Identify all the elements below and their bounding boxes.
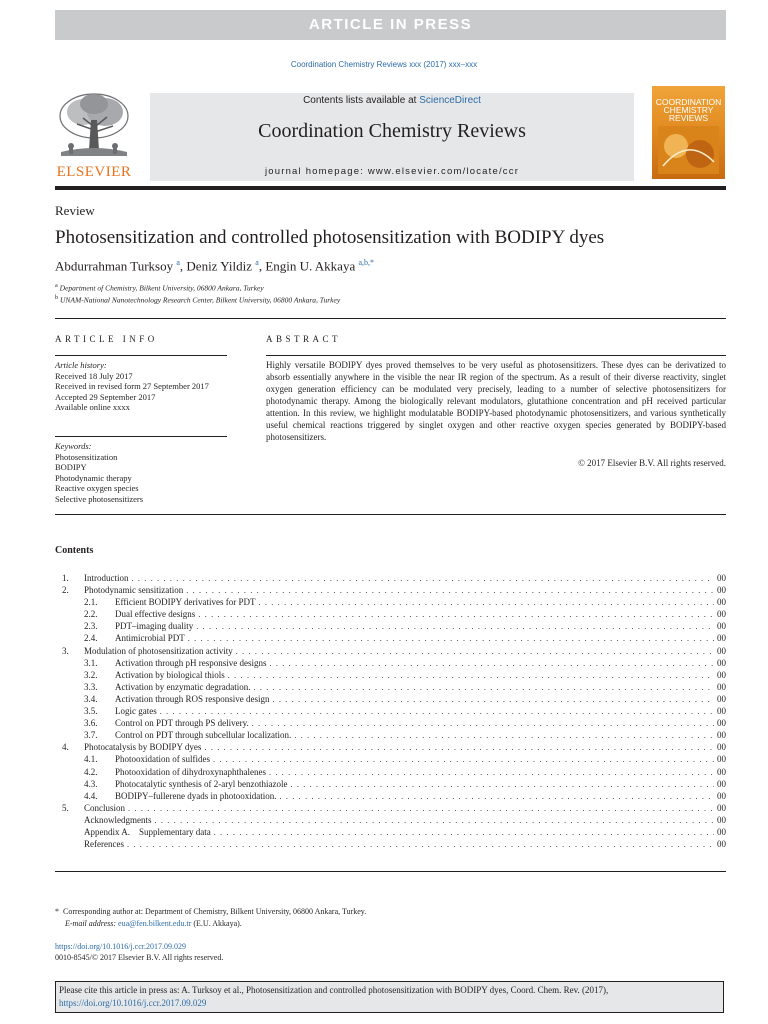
abstract-text: Highly versatile BODIPY dyes proved themselves to be very useful as photosensitizers. These dyes can be derivatized to absorb essentially anywhere in the visible the near IR region of the spectrum. As a result of their diverse reactivity, singlet oxygen generation efficiency can be modulated very precisely, leading to a number of selective photosensitizers for photodynamic therapy. Among the biologically relevant modulators, glutathione concentration and pH received particular attention. In this review, we highlight modulatable BODIPY-based photodynamic photosensitizers, and various synthetically useful chemical reactions triggered by singlet oxygen and other reactive oxygen species generated by BODIPY-based photosensitizers. (266, 360, 726, 442)
header-rule (55, 186, 726, 190)
cover-title: COORDINATION CHEMISTRY REVIEWS (655, 97, 722, 123)
toc-entry[interactable] (62, 693, 726, 705)
toc-entry-label[interactable]: Antimicrobial PDT (115, 633, 185, 644)
toc-entry-page[interactable]: 00 (717, 693, 726, 704)
affiliation-text: Department of Chemistry, Bilkent University, 06800 Ankara, Turkey (59, 283, 264, 293)
toc-dot-leader (228, 670, 714, 682)
doi-link[interactable]: https://doi.org/10.1016/j.ccr.2017.09.029 (55, 942, 186, 951)
toc-entry-number: 4.4. (84, 790, 98, 801)
toc-entry-label[interactable]: Acknowledgments (84, 814, 152, 825)
toc-entry-label[interactable]: Introduction (84, 573, 129, 583)
toc-entry-label[interactable]: Photooxidation of dihydroxynaphthalenes (115, 766, 266, 777)
toc-dot-leader (269, 767, 714, 779)
toc-entry[interactable] (62, 657, 726, 669)
toc-entry-label[interactable]: Modulation of photosensitization activity (84, 645, 233, 656)
toc-entry-number: 4.2. (84, 766, 98, 777)
toc-dot-leader (155, 815, 715, 827)
keyword: Reactive oxygen species (55, 483, 139, 493)
toc-entry-number: 3.4. (84, 693, 98, 704)
toc-dot-leader (204, 742, 714, 754)
divider (55, 871, 726, 872)
toc-entry-number: 2.3. (84, 621, 98, 632)
toc-entry[interactable] (62, 790, 726, 802)
toc-entry-number: 5. (62, 802, 69, 813)
toc-entry-page[interactable]: 00 (717, 754, 726, 765)
toc-dot-leader (279, 791, 714, 803)
toc-entry-number: 3. (62, 645, 69, 656)
elsevier-wordmark: ELSEVIER (56, 164, 132, 180)
toc-dot-leader (294, 730, 714, 742)
toc-dot-leader (128, 803, 714, 815)
keyword: BODIPY (55, 462, 87, 472)
toc-entry[interactable] (62, 645, 726, 657)
journal-cover-thumbnail[interactable] (652, 86, 725, 179)
table-of-contents (62, 572, 726, 850)
toc-entry-label[interactable]: Photooxidation of sulfides (115, 754, 210, 765)
toc-entry-page[interactable]: 00 (717, 814, 726, 825)
toc-dot-leader (253, 682, 714, 694)
keyword: Photodynamic therapy (55, 472, 132, 483)
keyword: Selective photosensitizers (55, 493, 144, 504)
toc-entry[interactable] (62, 572, 726, 584)
email-label: E-mail address: (65, 919, 117, 928)
history-item: Available online xxxx (55, 402, 130, 412)
cover-art-icon (658, 126, 719, 174)
toc-entry-label[interactable]: Activation by biological thiols (115, 669, 225, 680)
toc-entry[interactable] (62, 669, 726, 681)
toc-entry-page[interactable]: 00 (717, 645, 726, 656)
toc-dot-leader (186, 585, 714, 597)
history-item: Accepted 29 September 2017 (55, 391, 156, 402)
toc-entry[interactable] (62, 608, 726, 620)
journal-homepage[interactable]: journal homepage: www.elsevier.com/locate/ccr (264, 166, 520, 177)
article-title: Photosensitization and controlled photosensitization with BODIPY dyes (55, 227, 605, 248)
toc-entry-page[interactable]: 00 (717, 718, 726, 729)
toc-entry-label[interactable]: Photodynamic sensitization (84, 585, 184, 596)
contents-heading: Contents (55, 545, 94, 556)
author-name[interactable]: Abdurrahman Turksoy (55, 258, 174, 274)
toc-entry-number: 2.4. (84, 633, 98, 644)
toc-entry[interactable] (62, 753, 726, 765)
divider (55, 436, 227, 437)
toc-dot-leader (198, 609, 714, 621)
toc-dot-leader (196, 621, 714, 633)
abstract-copyright: © 2017 Elsevier B.V. All rights reserved. (578, 458, 726, 468)
citation-doi-link[interactable]: https://doi.org/10.1016/j.ccr.2017.09.029 (59, 998, 207, 1008)
toc-entry-label[interactable]: Control on PDT through PS delivery. (115, 718, 249, 729)
toc-entry[interactable] (62, 705, 726, 717)
history-item: Received in revised form 27 September 2017 (55, 381, 209, 391)
author-list: Abdurrahman Turksoy $^a$, Deniz Yildiz $^a$, Engin U. Akkaya $^{a,b,*}$ (55, 258, 375, 274)
toc-entry-page[interactable]: 00 (717, 839, 726, 850)
history-item: Received 18 July 2017 (55, 370, 133, 381)
toc-entry[interactable] (62, 681, 726, 693)
toc-entry[interactable] (62, 596, 726, 608)
toc-entry[interactable] (62, 826, 726, 838)
keywords (55, 441, 227, 504)
journal-reference-link[interactable]: Coordination Chemistry Reviews xxx (2017) xxx–xxx (290, 60, 478, 69)
toc-entry-label[interactable]: Efficient BODIPY derivatives for PDT (115, 597, 256, 608)
toc-entry-label[interactable]: Photocatalytic synthesis of 2-aryl benzothiazole (115, 778, 288, 789)
toc-entry-page[interactable]: 00 (717, 706, 726, 717)
toc-entry-label[interactable]: Activation through ROS responsive design (115, 693, 270, 704)
author-affiliation-mark[interactable]: a (176, 258, 180, 267)
toc-dot-leader (273, 694, 715, 706)
affiliation (55, 294, 340, 305)
toc-entry-label[interactable]: Activation through pH responsive designs (115, 657, 267, 668)
article-type: Review (55, 203, 95, 218)
toc-dot-leader (127, 839, 714, 851)
keywords-label: Keywords: (55, 441, 92, 451)
toc-dot-leader (188, 633, 714, 645)
author-name[interactable]: Engin U. Akkaya (265, 258, 356, 274)
toc-dot-leader (214, 827, 714, 839)
toc-dot-leader (132, 573, 715, 585)
toc-entry-number: 4.3. (84, 778, 98, 789)
affiliation-text: UNAM-National Nanotechnology Research Center, Bilkent University, 06800 Ankara, Turkey (60, 295, 341, 305)
toc-entry-label[interactable]: Dual effective designs (115, 609, 196, 620)
author-affiliation-mark[interactable]: a (255, 258, 259, 267)
toc-entry[interactable] (62, 778, 726, 790)
toc-entry[interactable] (62, 632, 726, 644)
toc-entry-number: 3.1. (84, 657, 98, 668)
toc-entry-label[interactable]: Photocatalysis by BODIPY dyes (84, 742, 202, 753)
toc-entry-page[interactable]: 00 (717, 585, 726, 596)
toc-entry-number: 3.7. (84, 730, 98, 741)
citation-box (55, 981, 724, 1013)
toc-entry-page[interactable]: 00 (717, 669, 726, 680)
toc-entry-page[interactable]: 00 (717, 573, 726, 583)
citation-text: Please cite this article in press as: A. Turksoy et al., Photosensitization and controlled photosensitization with BODIPY dyes, Coord. Chem. Rev. (2017), (59, 985, 609, 995)
article-history (55, 360, 227, 413)
divider (55, 355, 227, 356)
corresponding-author-footnote (55, 906, 726, 917)
toc-entry[interactable] (62, 620, 726, 632)
footnote-mark: * (55, 907, 59, 916)
toc-dot-leader (258, 597, 714, 609)
email-suffix: (E.U. Akkaya). (193, 919, 242, 928)
toc-entry-page[interactable]: 00 (717, 621, 726, 632)
affiliation (55, 282, 264, 293)
contents-available-line (150, 95, 634, 106)
email-footnote (65, 918, 242, 929)
corresponding-author-text: Corresponding author at: Department of Chemistry, Bilkent University, 06800 Ankara, Turkey. (63, 907, 367, 916)
toc-entry-number: 1. (62, 573, 69, 583)
history-label: Article history: (55, 360, 107, 370)
toc-entry-label[interactable]: Control on PDT through subcellular localization. (115, 730, 292, 741)
toc-entry-page[interactable]: 00 (717, 657, 726, 668)
keyword: Photosensitization (55, 451, 118, 462)
toc-entry-label[interactable]: BODIPY–fullerene dyads in photooxidation. (115, 790, 277, 801)
divider (55, 318, 726, 319)
elsevier-tree-logo-icon (55, 90, 133, 162)
issn-copyright: 0010-8545/© 2017 Elsevier B.V. All rights reserved. (55, 953, 224, 962)
toc-entry-label[interactable]: PDT–imaging duality (115, 621, 194, 632)
toc-entry[interactable] (62, 838, 726, 850)
article-in-press-banner: ARTICLE IN PRESS (55, 10, 726, 40)
toc-entry-label[interactable]: Activation by enzymatic degradation. (115, 681, 251, 692)
toc-dot-leader (290, 779, 714, 791)
toc-entry-number: 3.2. (84, 669, 98, 680)
toc-dot-leader (269, 658, 714, 670)
toc-entry-page[interactable]: 00 (717, 609, 726, 620)
toc-entry-page[interactable]: 00 (717, 633, 726, 644)
toc-entry-page[interactable]: 00 (717, 742, 726, 753)
toc-entry[interactable] (62, 814, 726, 826)
toc-entry[interactable] (62, 741, 726, 753)
toc-entry-number: 3.5. (84, 706, 98, 717)
toc-entry[interactable] (62, 729, 726, 741)
toc-entry-page[interactable]: 00 (717, 826, 726, 837)
contents-prefix: Contents lists available at (303, 95, 420, 106)
toc-entry-page[interactable]: 00 (717, 766, 726, 777)
author-name[interactable]: Deniz Yildiz (186, 258, 252, 274)
toc-entry[interactable] (62, 584, 726, 596)
toc-entry-number: 2.1. (84, 597, 98, 608)
toc-entry-label[interactable]: Logic gates (115, 706, 157, 717)
toc-entry-label[interactable]: References (84, 839, 124, 850)
article-info-heading: ARTICLE INFO (55, 334, 158, 344)
toc-entry[interactable] (62, 766, 726, 778)
divider (266, 355, 726, 356)
toc-entry-label[interactable]: Conclusion (84, 802, 126, 813)
sciencedirect-link[interactable]: ScienceDirect (419, 95, 481, 106)
toc-entry-number: 3.3. (84, 681, 98, 692)
toc-dot-leader (252, 718, 714, 730)
author-affiliation-mark[interactable]: a,b,* (358, 258, 375, 267)
toc-entry-label[interactable]: Appendix A. Supplementary data (84, 826, 211, 837)
journal-title: Coordination Chemistry Reviews (258, 120, 526, 142)
toc-entry-number: 3.6. (84, 718, 98, 729)
affiliation-mark: b (55, 294, 59, 301)
toc-entry[interactable] (62, 802, 726, 814)
toc-entry-page[interactable]: 00 (717, 778, 726, 789)
toc-entry-page[interactable]: 00 (717, 681, 726, 692)
toc-entry[interactable] (62, 717, 726, 729)
toc-entry-page[interactable]: 00 (717, 597, 726, 608)
toc-dot-leader (213, 754, 714, 766)
toc-entry-number: 4. (62, 742, 69, 753)
toc-entry-number: 2. (62, 585, 69, 596)
toc-entry-page[interactable]: 00 (717, 730, 726, 741)
abstract-heading: ABSTRACT (266, 334, 342, 344)
toc-entry-page[interactable]: 00 (717, 790, 726, 801)
divider (55, 514, 726, 515)
toc-dot-leader (236, 646, 714, 658)
toc-entry-page[interactable]: 00 (717, 802, 726, 813)
toc-entry-number: 2.2. (84, 609, 98, 620)
toc-entry-number: 4.1. (84, 754, 98, 765)
email-link[interactable]: eua@fen.bilkent.edu.tr (118, 919, 192, 928)
affiliation-mark: a (55, 282, 58, 289)
